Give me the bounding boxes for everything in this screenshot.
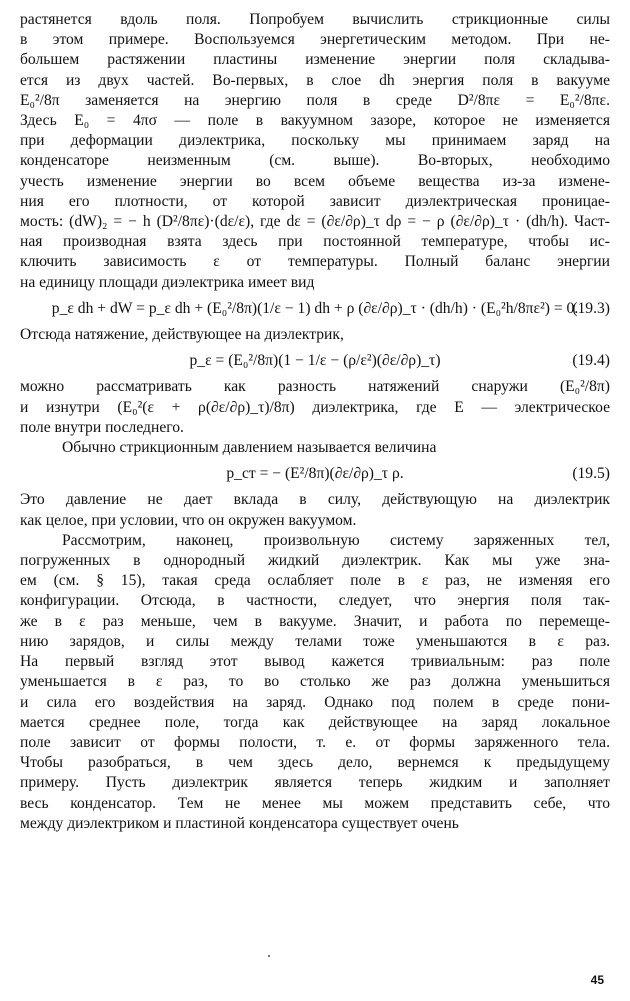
text-line: нию зарядов, и силы между телами тоже уменьшаются в ε раз.	[20, 632, 610, 650]
text-line: ключить зависимость ε от температуры. Полный баланс энергии	[20, 253, 610, 271]
equation-19-3	[20, 299, 610, 319]
text-line: Рассмотрим, наконец, произвольную систему заряженных тел,	[62, 531, 610, 549]
page-mark	[268, 955, 270, 957]
text-line: как целое, при условии, что он окружен вакуумом.	[20, 511, 357, 529]
text-line: уменьшается в ε раз, то во столько же раз должна уменьшиться	[20, 673, 610, 691]
text-line: ется из двух частей. Во-первых, в слое dh энергия поля в вакууме	[20, 71, 610, 89]
paragraph-1	[20, 10, 610, 293]
text-line: погруженных в однородный жидкий диэлектрик. Как мы уже зна-	[20, 552, 610, 570]
equation-19-4-body: p_ε = (E₀²/8π)(1 − 1/ε − (ρ/ε²)(∂ε/∂ρ)_τ)	[189, 352, 441, 370]
equation-19-5-body: p_ст = − (E²/8π)(∂ε/∂ρ)_τ ρ.	[226, 465, 404, 483]
line-after-19-3: Отсюда натяжение, действующее на диэлектрик,	[20, 326, 344, 344]
text-line: растянется вдоль поля. Попробуем вычислить стрикционные силы	[20, 11, 610, 28]
equation-19-5	[20, 464, 610, 484]
text-line: ем (см. § 15), такая среда ослабляет поле в ε раз, не изменяя его	[20, 572, 610, 590]
text-line: весь конденсатор. Тем не менее мы можем представить себе, что	[20, 794, 610, 812]
text-line: большем растяжении пластины изменение энергии поля складыва-	[20, 51, 610, 69]
text-line: же в ε раз меньше, чем в вакууме. Значит, и работа по перемеще-	[20, 612, 610, 630]
paragraph-2	[20, 377, 610, 438]
equation-19-3-number: (19.3)	[572, 299, 610, 317]
paragraph-3: Обычно стрикционным давлением называется величина	[62, 439, 437, 457]
page-text	[20, 10, 610, 834]
text-line: и сила его воздействия на заряд. Однако под полем в среде пони-	[20, 693, 610, 711]
text-line: Это давление не дает вклада в силу, действующую на диэлектрик	[20, 491, 610, 509]
text-line: на единицу площади диэлектрика имеет вид	[20, 273, 315, 291]
text-line: и изнутри (E₀²(ε + ρ(∂ε/∂ρ)_τ)/8π) диэлектрика, где E — электрическое	[20, 398, 610, 416]
text-line: конденсаторе неизменным (см. выше). Во-вторых, необходимо	[20, 152, 610, 170]
text-line: учесть изменение энергии во всем объеме вещества из-за измене-	[20, 172, 610, 190]
equation-19-4	[20, 351, 610, 371]
equation-19-4-number: (19.4)	[572, 352, 610, 370]
text-line: в этом примере. Воспользуемся энергетическим методом. При не-	[20, 31, 610, 49]
text-line: ния его плотности, от которой зависит диэлектрическая проницае-	[20, 192, 610, 210]
text-line: E₀²/8π заменяется на энергию поля в среде D²/8πε = E₀²/8πε.	[20, 91, 610, 109]
text-line: поле внутри последнего.	[20, 418, 184, 436]
equation-19-5-number: (19.5)	[572, 465, 610, 483]
text-line: На первый взгляд этот вывод кажется тривиальным: раз поле	[20, 653, 610, 671]
text-line: можно рассматривать как разность натяжений снаружи (E₀²/8π)	[20, 378, 610, 396]
text-line: поле зависит от формы полости, т. е. от формы заряженного тела.	[20, 733, 610, 751]
text-line: конфигурации. Отсюда, в частности, следует, что энергия поля так-	[20, 592, 610, 610]
paragraph-5	[20, 531, 610, 834]
equation-19-3-body: p_ε dh + dW = p_ε dh + (E₀²/8π)(1/ε − 1) dh + ρ (∂ε/∂ρ)_τ · (dh/h) · (E₀²h/8πε²) = 0.	[51, 299, 579, 317]
text-line: мается среднее поле, тогда как действующее на заряд локальное	[20, 713, 610, 731]
text-line: Чтобы разобраться, в чем здесь дело, вернемся к предыдущему	[20, 754, 610, 772]
paragraph-4	[20, 490, 610, 530]
text-line: примеру. Пусть диэлектрик является теперь жидким и заполняет	[20, 774, 610, 792]
text-line: Здесь E₀ = 4πσ — поле в вакуумном зазоре, которое не изменяется	[20, 112, 610, 130]
text-line: при деформации диэлектрика, поскольку мы принимаем заряд на	[20, 132, 610, 150]
text-line: между диэлектриком и пластиной конденсатора существует очень	[20, 814, 459, 832]
text-line: мость: (dW)₂ = − h (D²/8πε)·(dε/ε), где dε = (∂ε/∂ρ)_τ dρ = − ρ (∂ε/∂ρ)_τ · (dh/h). Част-	[20, 213, 610, 231]
page-number: 45	[590, 973, 604, 987]
text-line: ная производная взята здесь при постоянной температуре, чтобы ис-	[20, 233, 610, 251]
